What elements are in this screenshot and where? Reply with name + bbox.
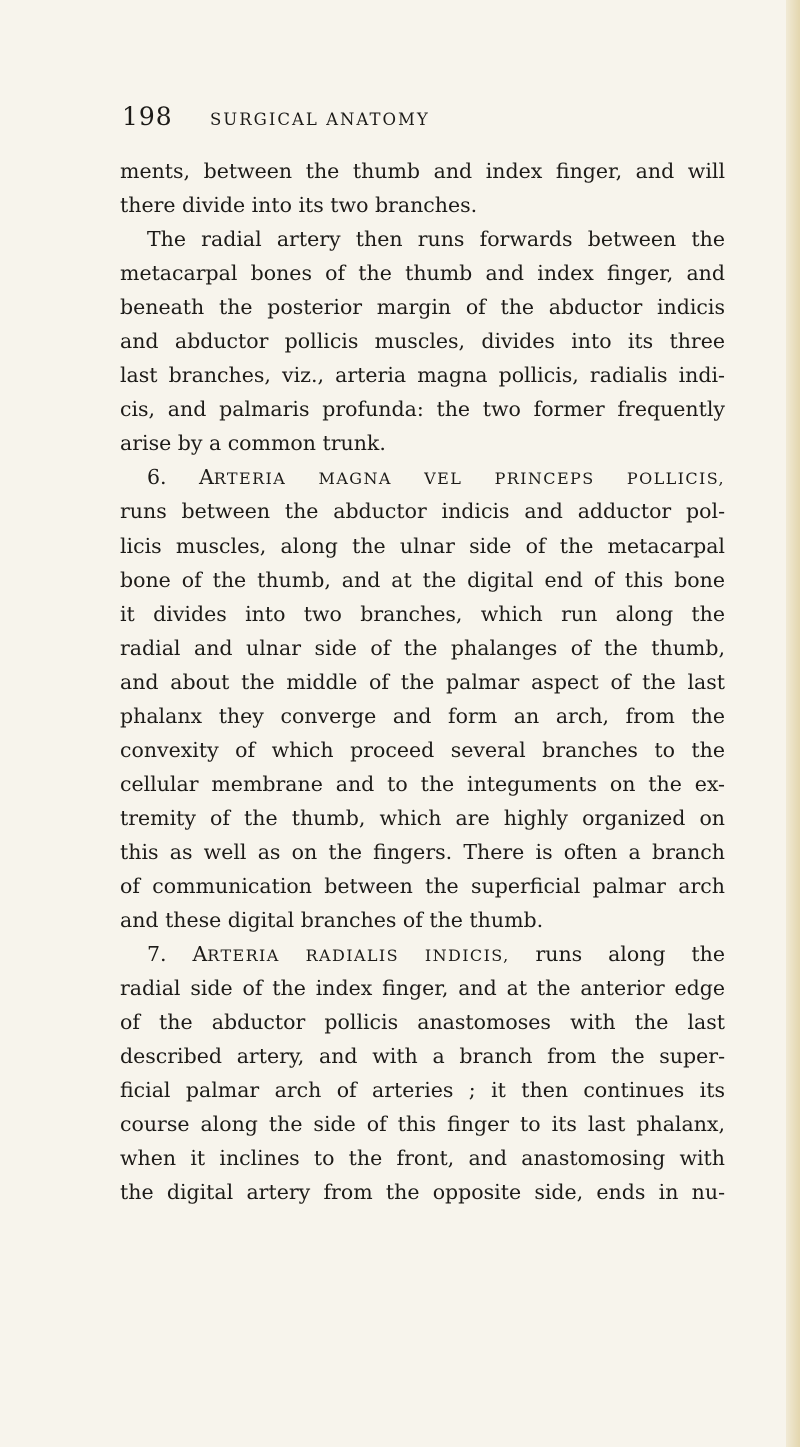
text-line: this as well as on the fingers. There is often a branch [120, 839, 725, 864]
running-head: SURGICAL ANATOMY [210, 110, 430, 129]
section-heading-6 [120, 460, 725, 494]
text-line: ments, between the thumb and index finger, and will [120, 159, 725, 183]
text-line: described artery, and with a branch from the super- [120, 1044, 725, 1069]
text-line: of communication between the superficial palmar arch [120, 873, 725, 898]
text-line: bone of the thumb, and at the digital end of this bone [120, 567, 725, 592]
page-number: 198 [122, 102, 173, 131]
section-title: RTERIA RADIALIS INDICIS, [207, 946, 510, 966]
body-text [120, 154, 725, 1209]
text-line: it divides into two branches, which run along the [120, 601, 725, 626]
text-line: course along the side of this finger to its last phalanx, [120, 1112, 725, 1137]
text-line: and these digital branches of the thumb. [120, 908, 544, 933]
text-line: beneath the posterior margin of the abductor indicis [120, 295, 725, 320]
text-line: of the abductor pollicis anastomoses with the last [120, 1010, 725, 1035]
section-number: 7. [147, 942, 167, 967]
text-line: the digital artery from the opposite side, ends in nu- [120, 1180, 725, 1205]
text-line: ficial palmar arch of arteries ; it then continues its [120, 1078, 725, 1103]
section-title-initial: A [198, 465, 214, 490]
text-line: radial and ulnar side of the phalanges of the thumb, [120, 635, 725, 660]
text-line: tremity of the thumb, which are highly organized on [120, 805, 725, 830]
section-title: RTERIA MAGNA VEL PRINCEPS POLLICIS, [213, 469, 725, 489]
text-line: arise by a common trunk. [120, 431, 386, 456]
text-line: and about the middle of the palmar aspect of the last [120, 669, 725, 694]
text-line: last branches, viz., arteria magna pollicis, radialis indi- [120, 363, 725, 388]
text-line: runs between the abductor indicis and adductor pol- [120, 499, 725, 524]
text-line: phalanx they converge and form an arch, from the [120, 703, 725, 728]
text-line: radial side of the index finger, and at the anterior edge [120, 976, 725, 1001]
section-continuation: runs along the [535, 942, 725, 967]
page-edge-shadow [786, 0, 800, 1447]
text-line: metacarpal bones of the thumb and index finger, and [120, 261, 725, 286]
section-heading-7 [120, 937, 725, 971]
text-line: convexity of which proceed several branches to the [120, 737, 725, 762]
text-line: licis muscles, along the ulnar side of the metacarpal [120, 533, 725, 558]
text-line: and abductor pollicis muscles, divides into its three [120, 329, 725, 354]
page-header [122, 98, 722, 138]
text-line: cellular membrane and to the integuments on the ex- [120, 771, 725, 796]
text-line: cis, and palmaris profunda: the two former frequently [120, 397, 725, 422]
section-title-initial: A [192, 942, 208, 967]
text-line: when it inclines to the front, and anastomosing with [120, 1146, 725, 1171]
text-line: there divide into its two branches. [120, 193, 478, 218]
section-number: 6. [147, 465, 167, 490]
text-line: The radial artery then runs forwards between the [147, 227, 725, 252]
